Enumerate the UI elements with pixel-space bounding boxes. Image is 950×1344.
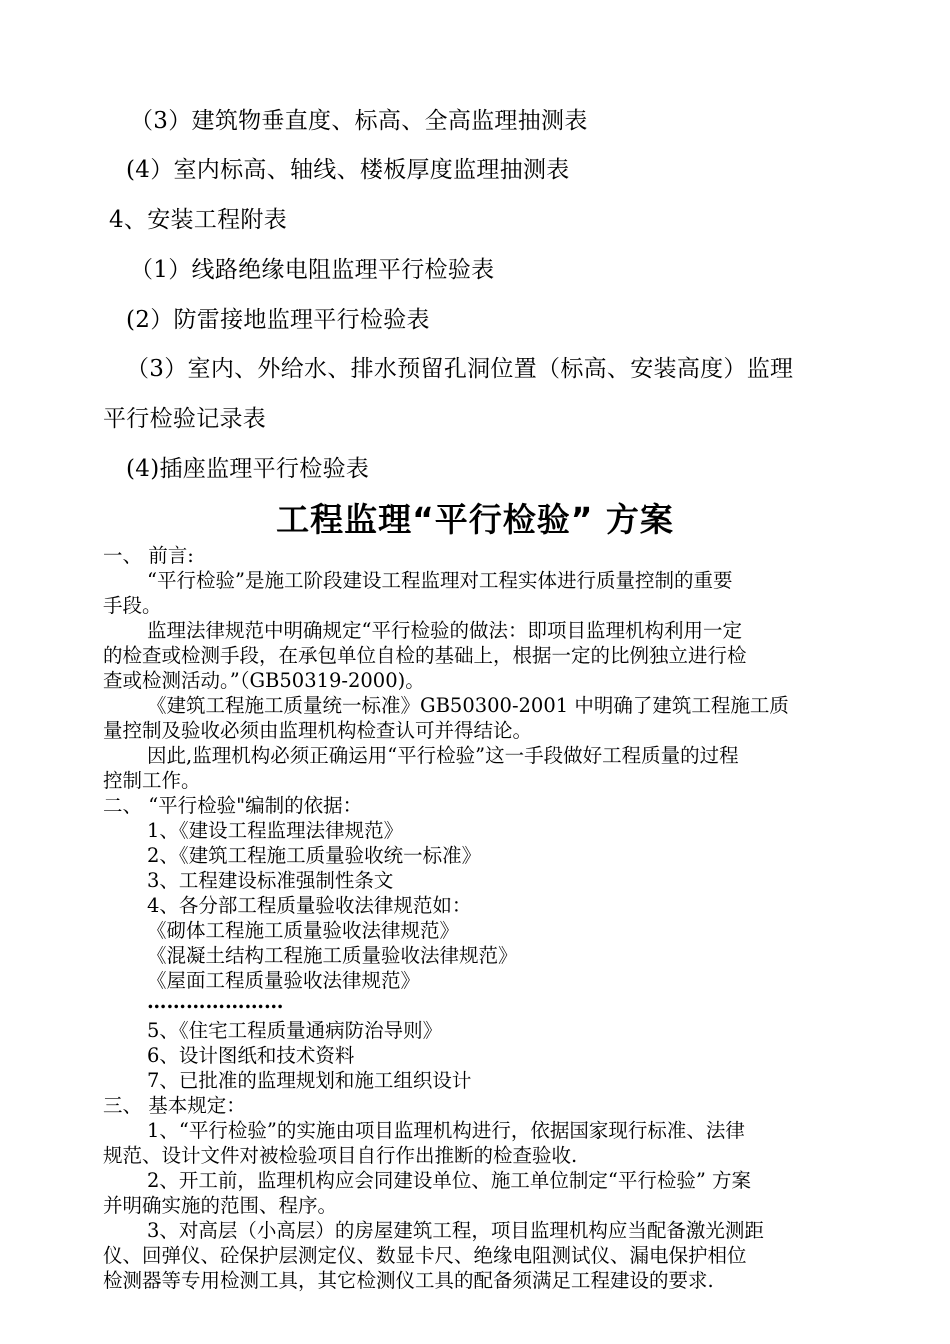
body-line: 并明确实施的范围、程序。	[103, 1194, 338, 1217]
body-line: 1、“平行检验”的实施由项目监理机构进行，依据国家现行标准、法律	[147, 1119, 745, 1142]
list-item: 6、设计图纸和技术资料	[147, 1044, 355, 1067]
section-heading: 三、 基本规定：	[103, 1094, 246, 1117]
body-line: 监理法律规范中明确规定“平行检验的做法：即项目监理机构利用一定	[147, 619, 742, 642]
attachment-group-heading: 4、安装工程附表	[109, 207, 288, 233]
body-line: 的检查或检测手段，在承包单位自检的基础上，根据一定的比例独立进行检	[103, 644, 747, 667]
attachment-item: (2）防雷接地监理平行检验表	[126, 307, 430, 333]
body-line: “平行检验”是施工阶段建设工程监理对工程实体进行质量控制的重要	[147, 569, 733, 592]
attachment-item: （1）线路绝缘电阻监理平行检验表	[130, 257, 495, 283]
attachment-item: （3）建筑物垂直度、标高、全高监理抽测表	[130, 108, 588, 134]
body-line: 3、对高层（小高层）的房屋建筑工程，项目监理机构应当配备激光测距	[147, 1219, 764, 1242]
body-line: 仪、回弹仪、砼保护层测定仪、数显卡尺、绝缘电阻测试仪、漏电保护相位	[103, 1244, 747, 1267]
section-heading: 一、 前言:	[103, 544, 194, 567]
list-item: 4、各分部工程质量验收法律规范如：	[147, 894, 472, 917]
body-line: 检测器等专用检测工具，其它检测仪工具的配备须满足工程建设的要求.	[103, 1269, 714, 1292]
body-line: 查或检测活动。”（GB50319-2000)。	[103, 669, 425, 692]
ellipsis-line: …………………	[147, 990, 284, 1013]
attachment-item: （3）室内、外给水、排水预留孔洞位置（标高、安装高度）监理	[126, 356, 794, 382]
list-item: 7、已批准的监理规划和施工组织设计	[147, 1069, 472, 1092]
body-line: 因此,监理机构必须正确运用“平行检验”这一手段做好工程质量的过程	[147, 744, 739, 767]
list-item: 2、《建筑工程施工质量验收统一标准》	[147, 844, 482, 867]
attachment-item: (4)插座监理平行检验表	[126, 456, 370, 482]
body-line: 控制工作。	[103, 769, 201, 792]
list-item: 3、工程建设标准强制性条文	[147, 869, 394, 892]
list-item: 《混凝土结构工程施工质量验收法律规范》	[147, 944, 518, 967]
list-item: 5、《住宅工程质量通病防治导则》	[147, 1019, 443, 1042]
body-line: 规范、设计文件对被检验项目自行作出推断的检查验收.	[103, 1144, 578, 1167]
list-item: 1、《建设工程监理法律规范》	[147, 819, 404, 842]
list-item: 《砌体工程施工质量验收法律规范》	[147, 919, 460, 942]
section-heading: 二、 “平行检验"编制的依据：	[103, 794, 363, 817]
body-line: 2、开工前，监理机构应会同建设单位、施工单位制定“平行检验” 方案	[147, 1169, 752, 1192]
list-item: 《屋面工程质量验收法律规范》	[147, 969, 421, 992]
body-line: 《建筑工程施工质量统一标准》GB50300-2001 中明确了建筑工程施工质	[147, 694, 789, 717]
body-line: 手段。	[103, 594, 162, 617]
attachment-item: (4）室内标高、轴线、楼板厚度监理抽测表	[126, 157, 570, 183]
attachment-item-continued: 平行检验记录表	[103, 406, 267, 432]
body-line: 量控制及验收必须由监理机构检查认可并得结论。	[103, 719, 533, 742]
document-title: 工程监理“平行检验” 方案	[276, 500, 674, 539]
